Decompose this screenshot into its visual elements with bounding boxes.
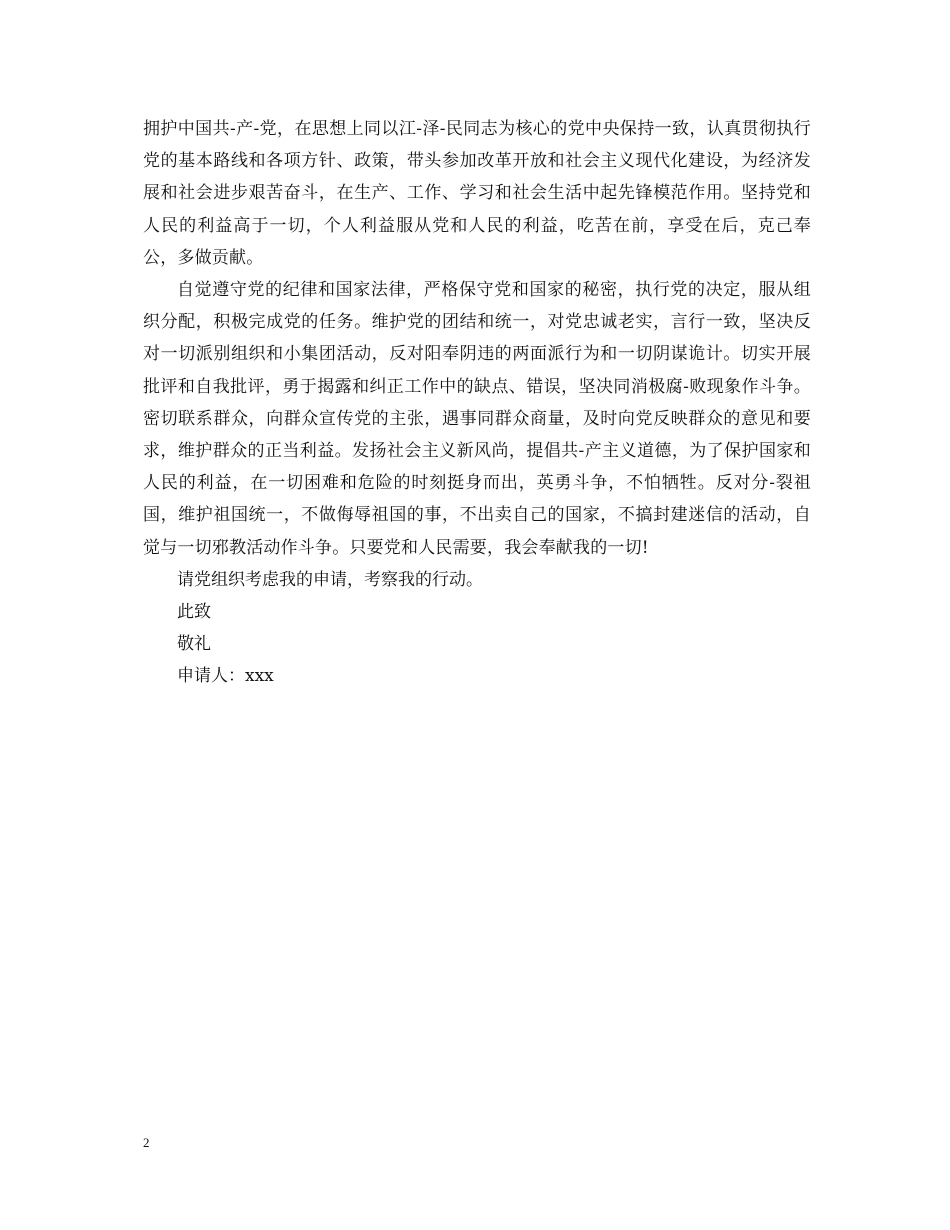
page-number: 2 — [143, 1135, 150, 1150]
applicant-signature: 申请人：xxx — [177, 666, 274, 687]
request-line: 请党组织考虑我的申请，考察我的行动。 — [177, 569, 483, 590]
paragraph-duty-1: 拥护中国共-产-党，在思想上同以江-泽-民同志为核心的党中央保持一致，认真贯彻执行党的基本路线和各项方针、政策，带头参加改革开放和社会主义现代化建设，为经济发展和社会进步艰苦奋斗，在生产、工作、学习和社会生活中起先锋模范作用。坚持党和人民的利益高于一切，个人利益服从党和人民的利益，吃苦在前，享受在后，克己奉公，多做贡献。 — [143, 119, 811, 268]
paragraph-duty-2: 自觉遵守党的纪律和国家法律，严格保守党和国家的秘密，执行党的决定，服从组织分配，积极完成党的任务。维护党的团结和统一，对党忠诚老实，言行一致，坚决反对一切派别组织和小集团活动，反对阳奉阴违的两面派行为和一切阴谋诡计。切实开展批评和自我批评，勇于揭露和纠正工作中的缺点、错误，坚决同消极腐-败现象作斗争。密切联系群众，向群众宣传党的主张，遇事同群众商量，及时向党反映群众的意见和要求，维护群众的正当利益。发扬社会主义新风尚，提倡共-产主义道德，为了保护国家和人民的利益，在一切困难和危险的时刻挺身而出，英勇斗争，不怕牺牲。反对分-裂祖国，维护祖国统一，不做侮辱祖国的事，不出卖自己的国家，不搞封建迷信的活动，自觉与一切邪教活动作斗争。只要党和人民需要，我会奉献我的一切! — [143, 280, 811, 558]
closing-salutation: 此致 — [177, 602, 211, 623]
document-body — [143, 113, 811, 693]
closing-regards: 敬礼 — [177, 634, 211, 655]
